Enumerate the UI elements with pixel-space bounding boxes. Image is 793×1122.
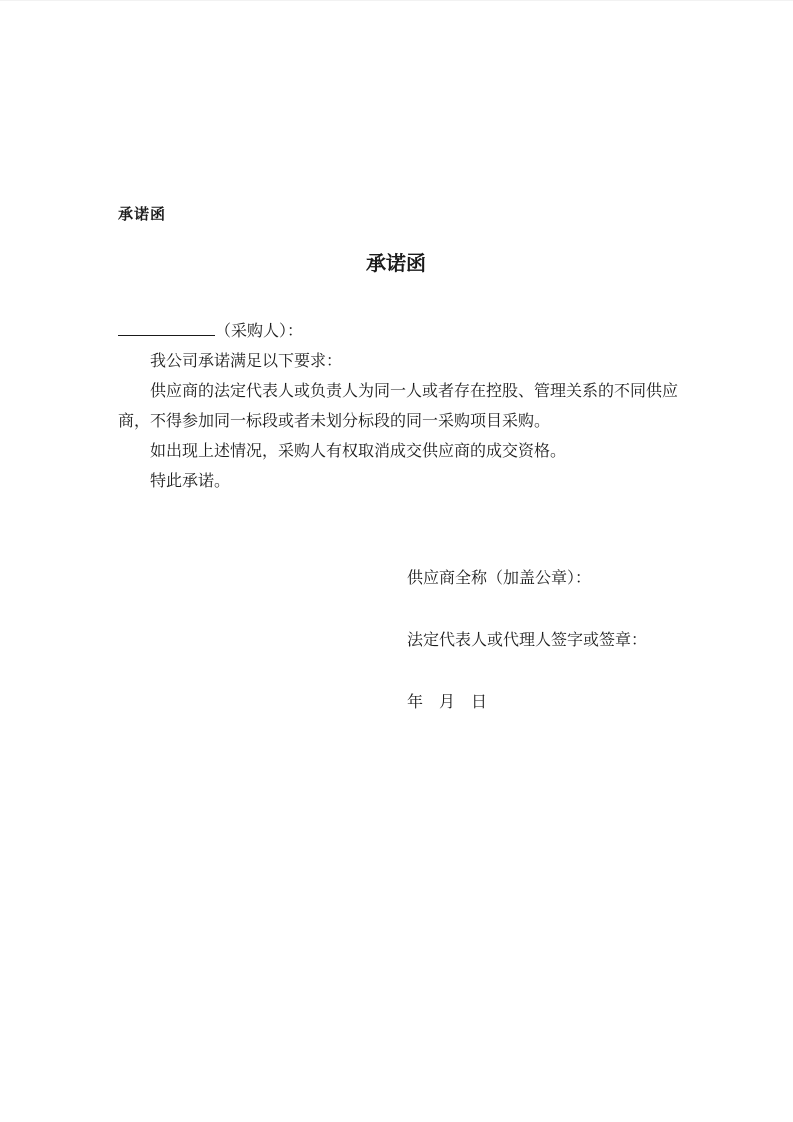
- section-header-label: 承诺函: [118, 206, 167, 223]
- commitment-intro-paragraph: 我公司承诺满足以下要求：: [150, 353, 343, 370]
- document-title: 承诺函: [366, 253, 426, 275]
- supplier-name-line: 供应商全称（加盖公章）：: [407, 570, 592, 587]
- commitment-clause-paragraph: 供应商的法定代表人或负责人为同一人或者存在控股、管理关系的不同供应商，不得参加同一标段或者未划分标段的同一采购项目采购。: [118, 383, 679, 430]
- representative-signature-line: 法定代表人或代理人签字或签章：: [407, 632, 648, 649]
- purchaser-blank-underline: [118, 318, 215, 336]
- purchaser-label: （采购人）：: [215, 323, 304, 340]
- document-body: [118, 317, 678, 497]
- date-line: 年 月 日: [407, 694, 488, 711]
- signature-block: [407, 564, 647, 750]
- closing-paragraph: 特此承诺。: [150, 473, 231, 490]
- consequence-paragraph: 如出现上述情况，采购人有权取消成交供应商的成交资格。: [150, 443, 567, 460]
- salutation-line: [118, 317, 678, 347]
